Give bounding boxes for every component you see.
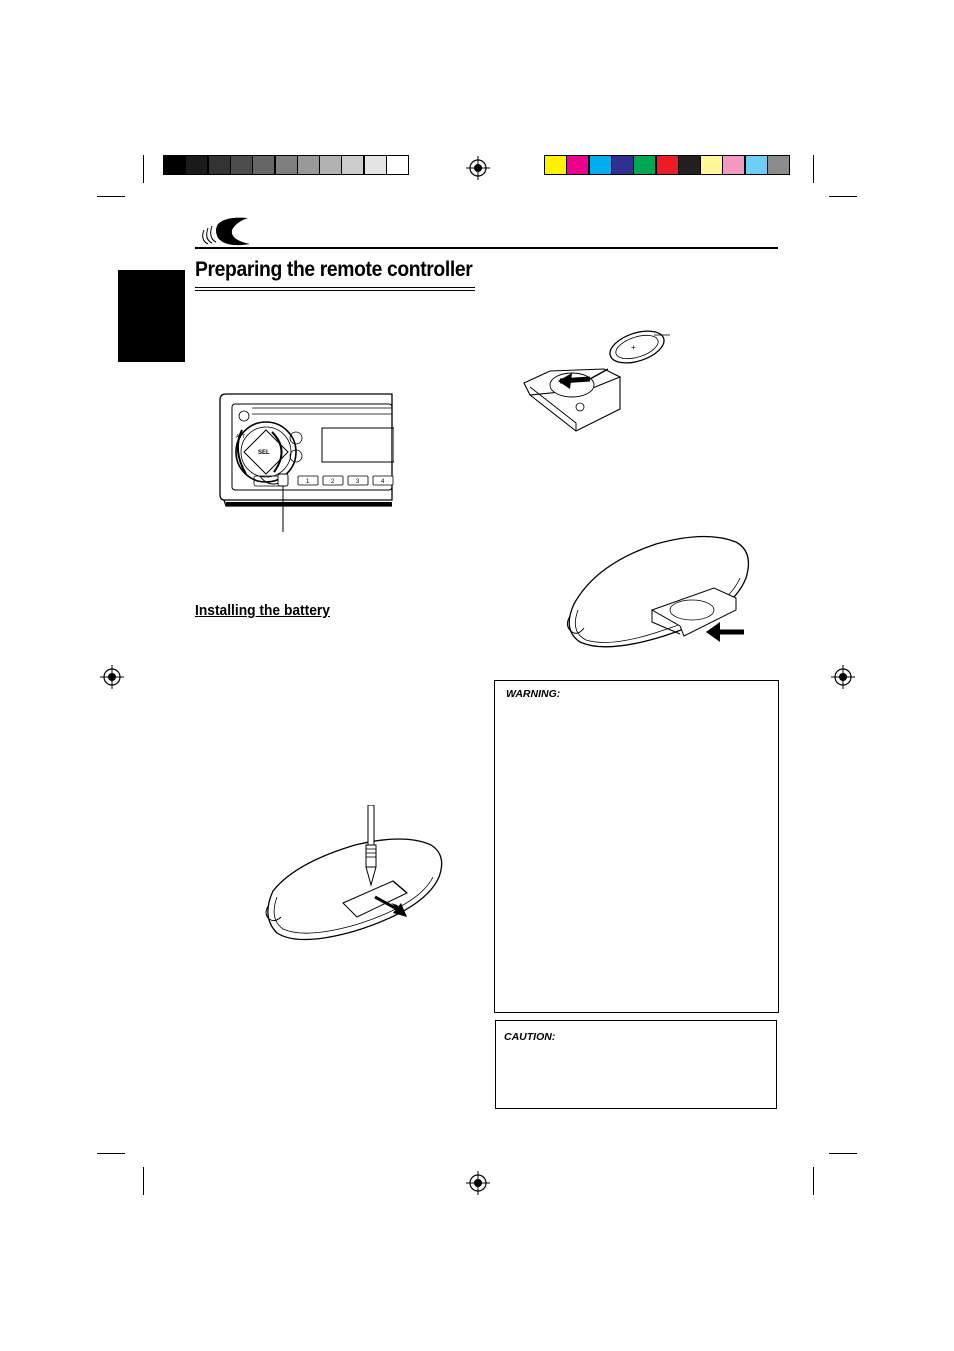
svg-text:+: + <box>631 343 636 352</box>
page-title: Preparing the remote controller <box>195 258 473 281</box>
gray-swatch <box>364 155 387 175</box>
registration-mark-left-icon <box>100 665 124 689</box>
title-underline-double <box>195 290 475 291</box>
color-swatch <box>611 155 634 175</box>
caution-label: CAUTION: <box>504 1031 556 1043</box>
installing-battery-heading: Installing the battery <box>195 602 330 619</box>
gray-swatch <box>252 155 275 175</box>
registration-mark-bottom-icon <box>466 1171 490 1195</box>
registration-mark-right-icon <box>831 665 855 689</box>
title-underline <box>195 287 475 288</box>
gray-swatch <box>319 155 342 175</box>
warning-box <box>494 680 779 1013</box>
color-swatch <box>589 155 612 175</box>
remote-open-tray-illustration <box>255 805 445 947</box>
color-swatch <box>767 155 790 175</box>
gray-swatch <box>386 155 409 175</box>
color-swatch <box>722 155 745 175</box>
head-unit-illustration <box>212 390 394 538</box>
registration-mark-top-icon <box>466 156 490 180</box>
section-emblem-icon <box>196 212 254 248</box>
svg-text:ATT: ATT <box>236 434 246 440</box>
color-swatch <box>678 155 701 175</box>
gray-swatch <box>230 155 253 175</box>
preset-label-2: 2 <box>331 479 335 485</box>
gray-swatch <box>185 155 208 175</box>
caution-box <box>495 1020 777 1109</box>
unit-sel-button-label: SEL <box>258 450 270 456</box>
color-swatch <box>566 155 589 175</box>
preset-label-3: 3 <box>356 479 360 485</box>
header-rule <box>195 247 778 249</box>
remote-insert-tray-illustration <box>560 518 760 658</box>
warning-label: WARNING: <box>506 688 561 700</box>
color-swatch <box>656 155 679 175</box>
color-swatch <box>700 155 723 175</box>
preset-label-4: 4 <box>381 479 385 485</box>
gray-swatch <box>275 155 298 175</box>
gray-swatch <box>297 155 320 175</box>
battery-tray-illustration <box>520 325 670 435</box>
gray-swatch <box>341 155 364 175</box>
color-swatch <box>544 155 567 175</box>
gray-swatch <box>208 155 231 175</box>
language-tab <box>118 270 185 362</box>
gray-swatch <box>163 155 186 175</box>
color-swatch <box>633 155 656 175</box>
color-swatch <box>745 155 768 175</box>
preset-label-1: 1 <box>306 479 310 485</box>
